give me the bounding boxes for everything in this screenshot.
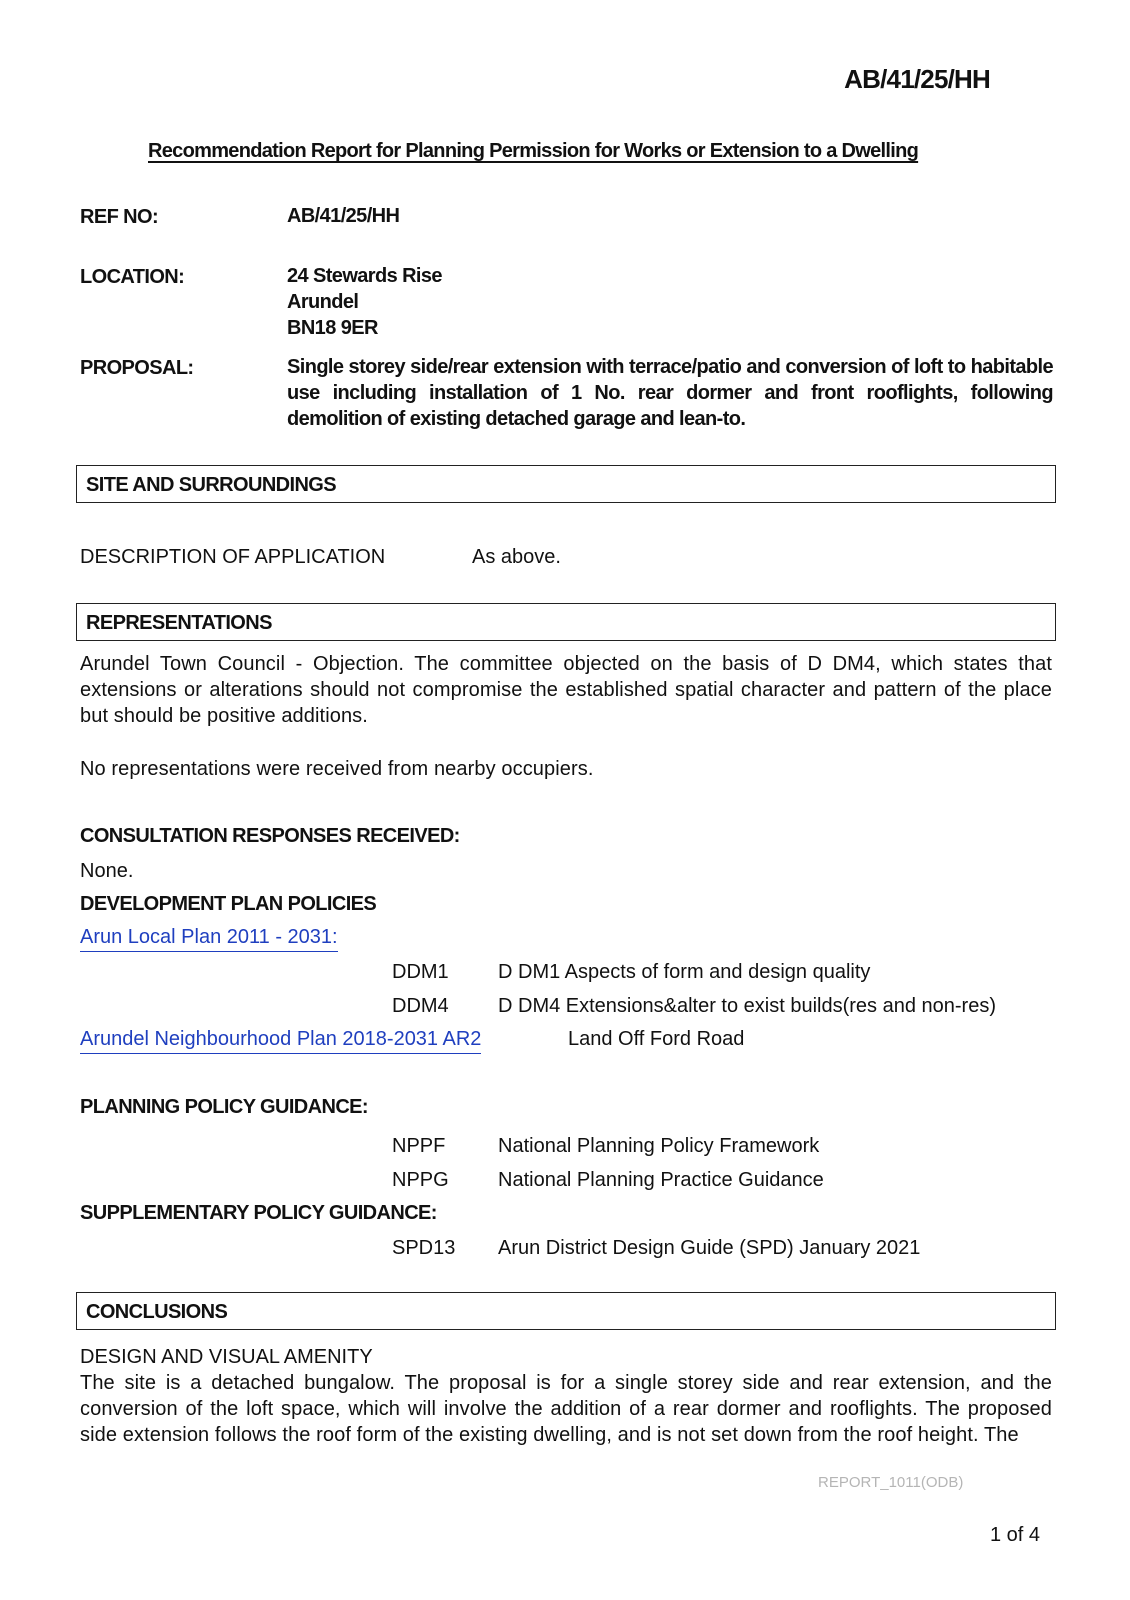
report-title: Recommendation Report for Planning Permission for Works or Extension to a Dwelling [148,140,919,162]
location-line-street: 24 Stewards Rise [287,265,442,287]
guidance-code-nppf: NPPF [392,1135,446,1157]
consultation-value: None. [80,860,134,882]
guidance-description-spd13: Arun District Design Guide (SPD) January 2021 [498,1237,921,1259]
guidance-code-nppg: NPPG [392,1169,449,1191]
policy-description-ddm1: D DM1 Aspects of form and design quality [498,961,871,983]
conclusions-paragraph: The site is a detached bungalow. The proposal is for a single storey side and rear extension, and the conversion of the loft space, which will involve the addition of a rear dormer and rooflights. The proposed side extension follows the roof form of the existing dwelling, and is not set down from the roof height. The [80,1372,1052,1446]
location-label: LOCATION: [80,266,185,288]
ref-no-value: AB/41/25/HH [287,205,400,227]
consultation-heading: CONSULTATION RESPONSES RECEIVED: [80,825,460,847]
guidance-description-nppg: National Planning Practice Guidance [498,1169,824,1191]
representations-heading: REPRESENTATIONS [76,603,1056,641]
representations-neighbours-paragraph: No representations were received from nearby occupiers. [80,758,594,780]
proposal-text: Single storey side/rear extension with terrace/patio and conversion of loft to habitable use including installation of 1 No. rear dormer and front rooflights, following demolition of existing detached garage and lean-to. [287,356,1053,430]
guidance-code-spd13: SPD13 [392,1237,456,1259]
neighbourhood-plan-link[interactable]: Arundel Neighbourhood Plan 2018-2031 AR2 [80,1028,481,1054]
footer-report-code: REPORT_1011(ODB) [818,1474,964,1491]
conclusions-heading: CONCLUSIONS [76,1292,1056,1330]
policy-code-ddm4: DDM4 [392,995,449,1017]
description-of-application-value: As above. [472,546,561,568]
neighbourhood-plan-description: Land Off Ford Road [568,1028,745,1050]
design-visual-amenity-subheading: DESIGN AND VISUAL AMENITY [80,1346,373,1368]
local-plan-link[interactable]: Arun Local Plan 2011 - 2031: [80,926,338,952]
supplementary-guidance-heading: SUPPLEMENTARY POLICY GUIDANCE: [80,1202,437,1224]
site-surroundings-heading: SITE AND SURROUNDINGS [76,465,1056,503]
location-address [287,263,442,341]
location-line-town: Arundel [287,291,359,313]
description-of-application-label: DESCRIPTION OF APPLICATION [80,546,386,568]
development-plan-heading: DEVELOPMENT PLAN POLICIES [80,893,377,915]
header-reference-code: AB/41/25/HH [844,64,990,94]
representations-paragraph: Arundel Town Council - Objection. The committee objected on the basis of D DM4, which states that extensions or alterations should not compromise the established spatial character and pattern of the place but should be positive additions. [80,653,1052,727]
guidance-description-nppf: National Planning Policy Framework [498,1135,820,1157]
policy-description-ddm4: D DM4 Extensions&alter to exist builds(res and non-res) [498,995,996,1017]
policy-code-ddm1: DDM1 [392,961,449,983]
page-number: 1 of 4 [990,1524,1041,1546]
ref-no-label: REF NO: [80,206,159,228]
location-line-postcode: BN18 9ER [287,317,378,339]
proposal-label: PROPOSAL: [80,357,194,379]
planning-guidance-heading: PLANNING POLICY GUIDANCE: [80,1096,368,1118]
